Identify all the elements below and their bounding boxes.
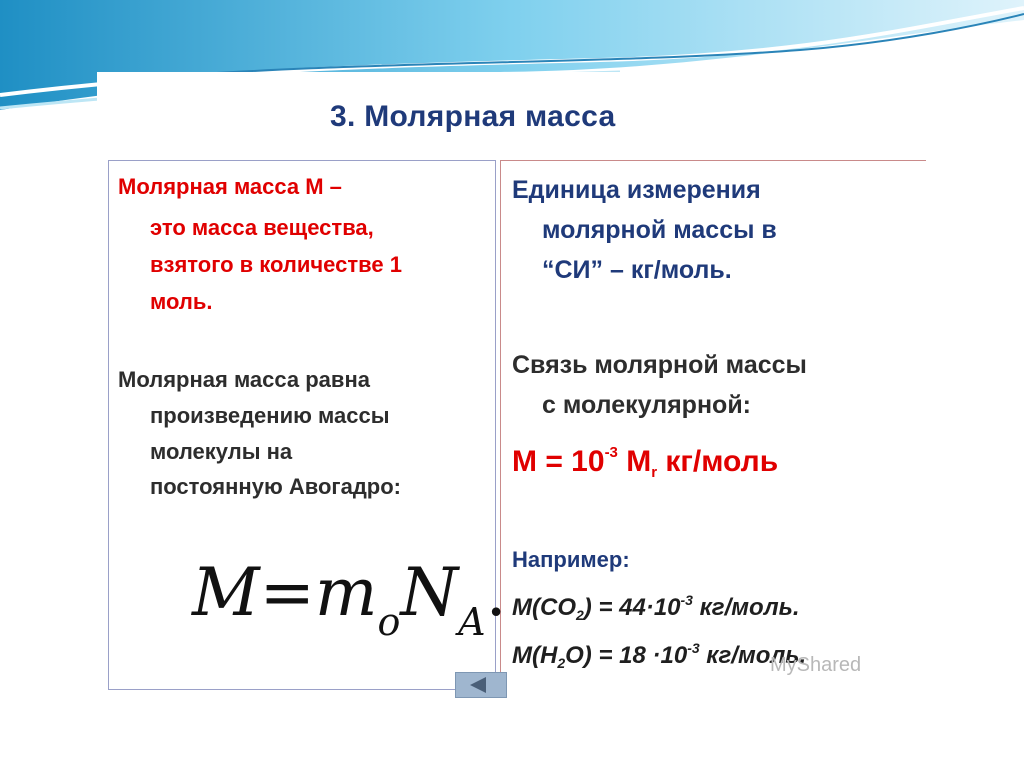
slide-title: 3. Молярная масса	[330, 100, 616, 133]
previous-slide-arrow-icon[interactable]	[455, 672, 507, 698]
definition-heading: Молярная масса М –	[118, 174, 342, 199]
relation-line: постоянную Авогадро:	[150, 474, 401, 499]
avogadro-formula: $M=m_oN_A$.	[192, 554, 507, 644]
relation-line: произведению массы	[150, 403, 390, 428]
relation-line: молекулы на	[150, 439, 293, 464]
link-line: с молекулярной:	[542, 391, 752, 419]
example-h2o: $M(H_2O) = 18 \cdot 10^{-3}$ кг/моль.	[512, 640, 807, 671]
link-line: Связь молярной массы	[512, 351, 807, 379]
unit-line: молярной массы в	[542, 216, 777, 244]
watermark: MyShared	[770, 654, 862, 676]
example-co2: $M(CO_2) = 44\cdot 10^{-3}$ кг/моль.	[512, 592, 800, 623]
unit-line: Единица измерения	[512, 176, 761, 204]
relation-line: Молярная масса равна	[118, 367, 370, 392]
definition-line: моль.	[150, 289, 213, 314]
definition-line: это масса вещества,	[150, 215, 374, 240]
definition-line: взятого в количестве 1	[150, 252, 402, 277]
unit-line: “СИ” – кг/моль.	[542, 256, 732, 284]
example-label: Например:	[512, 547, 630, 572]
molar-mass-relation-formula: $М = 10^{-3}$ $М_r$ кг/моль	[512, 444, 779, 481]
